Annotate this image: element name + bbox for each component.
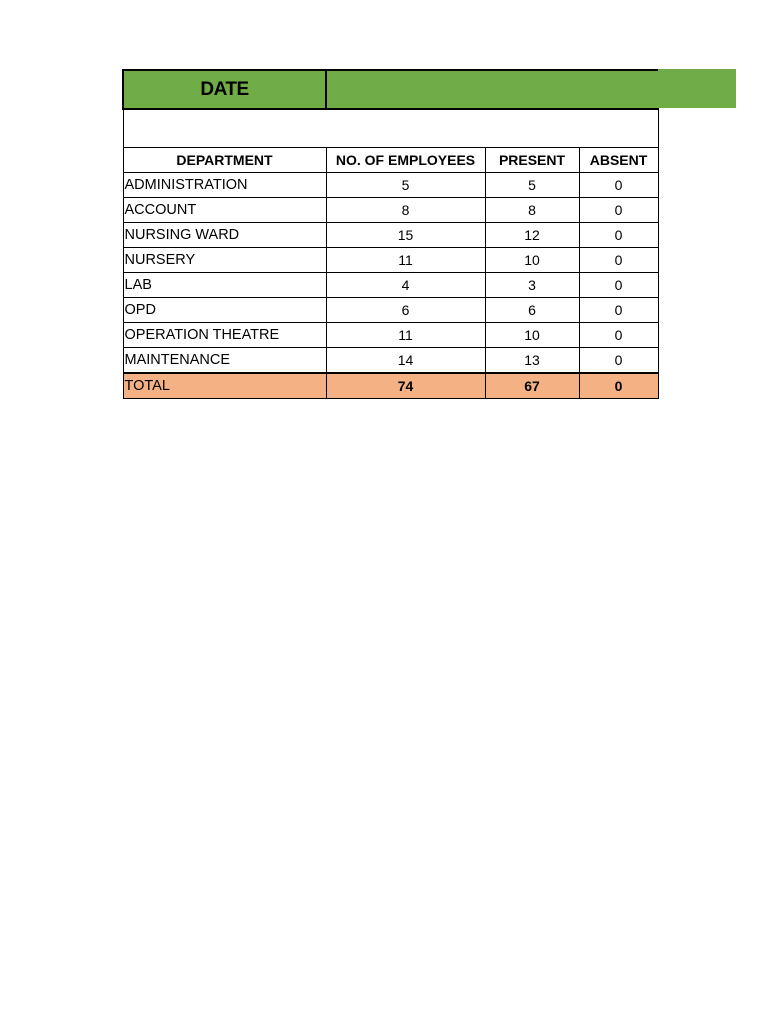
- present-cell[interactable]: 5: [485, 173, 579, 198]
- absent-cell[interactable]: 0: [579, 223, 658, 248]
- date-row: [123, 70, 658, 109]
- attendance-sheet: [122, 69, 659, 399]
- department-cell[interactable]: NURSERY: [123, 248, 326, 273]
- blank-cell: [326, 109, 658, 148]
- employees-cell[interactable]: 11: [326, 323, 485, 348]
- present-cell[interactable]: 13: [485, 348, 579, 374]
- total-employees: 74: [326, 373, 485, 399]
- table-row: [123, 223, 658, 248]
- department-cell[interactable]: MAINTENANCE: [123, 348, 326, 374]
- absent-cell[interactable]: 0: [579, 173, 658, 198]
- table-row: [123, 273, 658, 298]
- absent-cell[interactable]: 0: [579, 298, 658, 323]
- department-cell[interactable]: OPD: [123, 298, 326, 323]
- total-label: TOTAL: [123, 373, 326, 399]
- department-cell[interactable]: ACCOUNT: [123, 198, 326, 223]
- table-row: [123, 323, 658, 348]
- present-cell[interactable]: 12: [485, 223, 579, 248]
- date-value-cell[interactable]: [326, 70, 658, 109]
- present-cell[interactable]: 6: [485, 298, 579, 323]
- department-cell[interactable]: OPERATION THEATRE: [123, 323, 326, 348]
- department-cell[interactable]: NURSING WARD: [123, 223, 326, 248]
- blank-cell: [123, 109, 326, 148]
- department-cell[interactable]: LAB: [123, 273, 326, 298]
- total-present: 67: [485, 373, 579, 399]
- employees-cell[interactable]: 5: [326, 173, 485, 198]
- table-row: [123, 298, 658, 323]
- table-body: [123, 173, 658, 374]
- column-header-employees: NO. OF EMPLOYEES: [326, 148, 485, 173]
- employees-cell[interactable]: 15: [326, 223, 485, 248]
- column-header-department: DEPARTMENT: [123, 148, 326, 173]
- table-row: [123, 173, 658, 198]
- employees-cell[interactable]: 14: [326, 348, 485, 374]
- column-header-absent: ABSENT: [579, 148, 658, 173]
- total-absent: 0: [579, 373, 658, 399]
- attendance-table: [122, 69, 659, 399]
- present-cell[interactable]: 3: [485, 273, 579, 298]
- absent-cell[interactable]: 0: [579, 248, 658, 273]
- employees-cell[interactable]: 6: [326, 298, 485, 323]
- blank-row: [123, 109, 658, 148]
- column-header-row: [123, 148, 658, 173]
- present-cell[interactable]: 10: [485, 323, 579, 348]
- employees-cell[interactable]: 4: [326, 273, 485, 298]
- absent-cell[interactable]: 0: [579, 323, 658, 348]
- employees-cell[interactable]: 11: [326, 248, 485, 273]
- date-header-fill: [656, 69, 736, 108]
- employees-cell[interactable]: 8: [326, 198, 485, 223]
- table-row: [123, 248, 658, 273]
- department-cell[interactable]: ADMINISTRATION: [123, 173, 326, 198]
- present-cell[interactable]: 8: [485, 198, 579, 223]
- total-row: [123, 373, 658, 399]
- column-header-present: PRESENT: [485, 148, 579, 173]
- table-row: [123, 198, 658, 223]
- absent-cell[interactable]: 0: [579, 198, 658, 223]
- absent-cell[interactable]: 0: [579, 273, 658, 298]
- present-cell[interactable]: 10: [485, 248, 579, 273]
- absent-cell[interactable]: 0: [579, 348, 658, 374]
- table-row: [123, 348, 658, 374]
- date-label: DATE: [123, 70, 326, 109]
